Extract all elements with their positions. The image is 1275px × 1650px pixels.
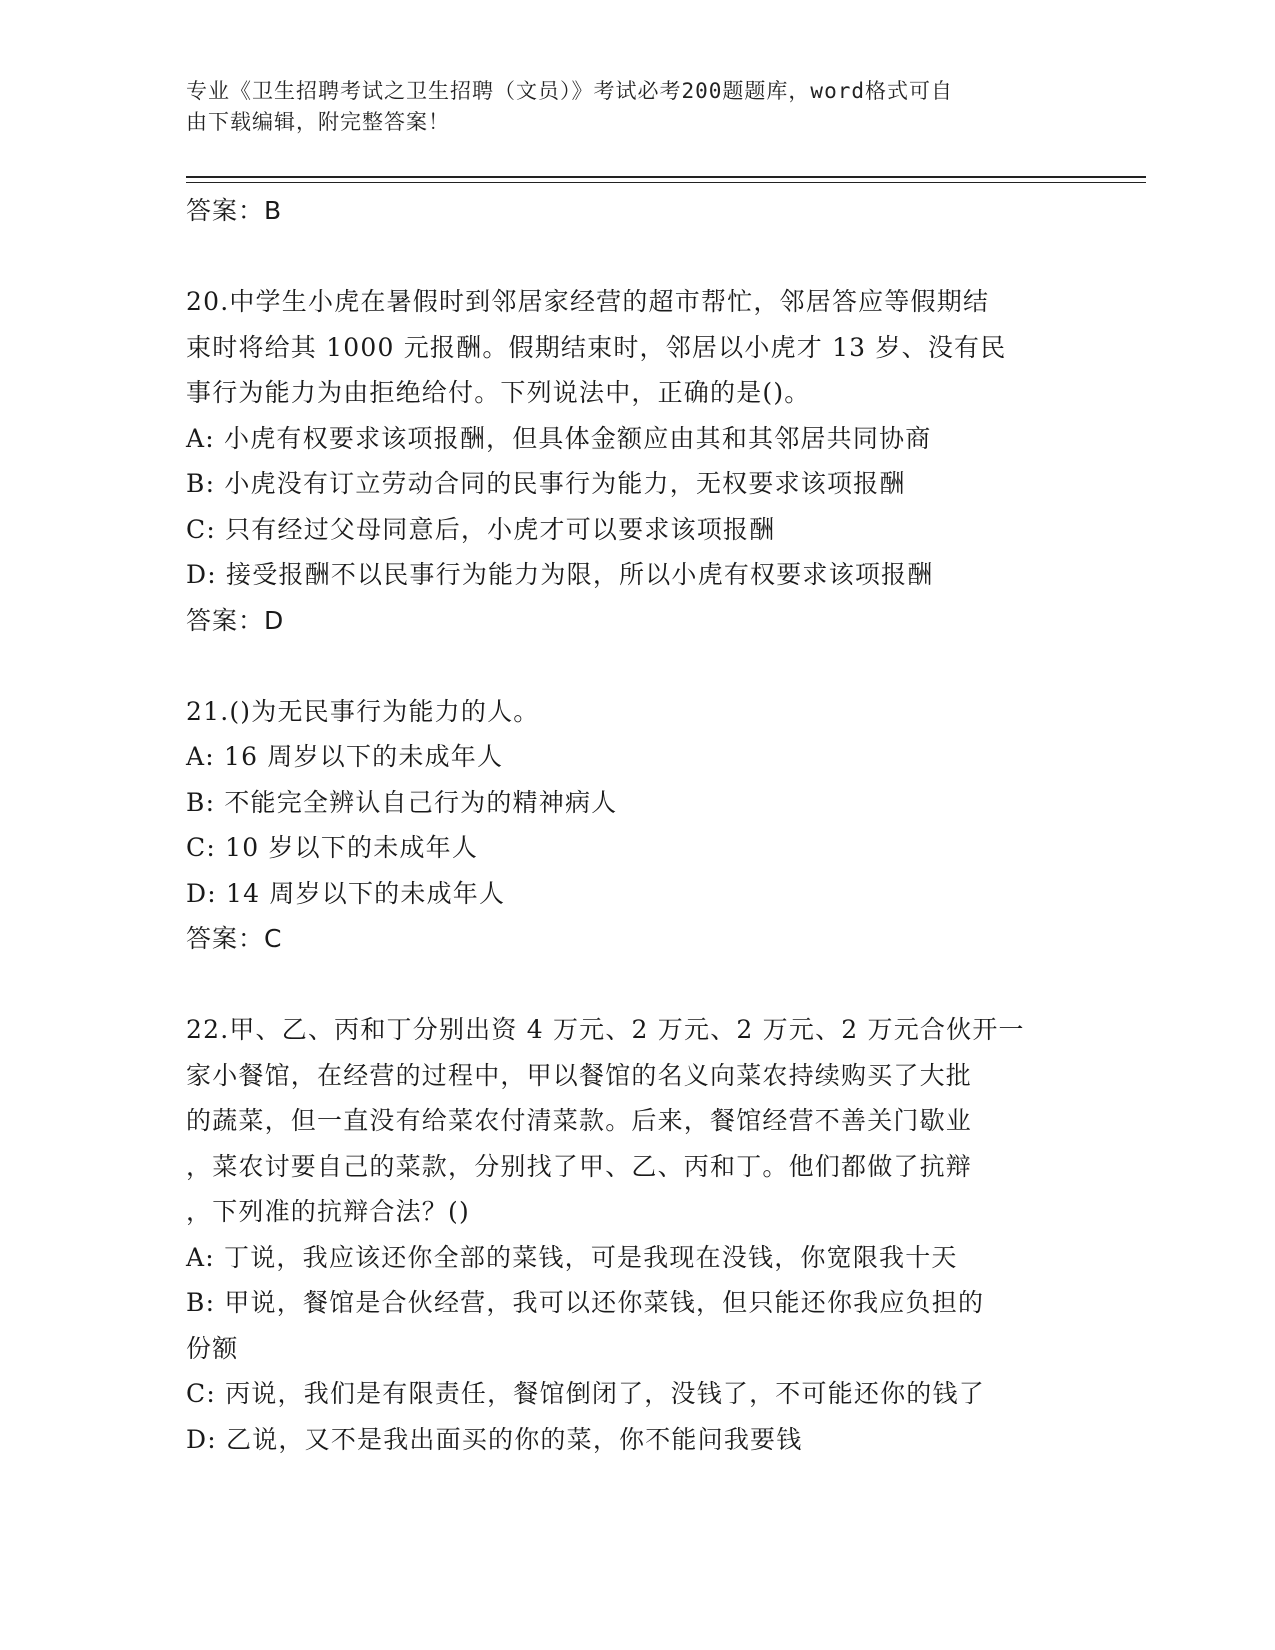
answer-line: 答案：C [186, 924, 283, 953]
option-b: B: 不能完全辨认自己行为的精神病人 [186, 787, 618, 817]
option-b-continued: 份额 [186, 1333, 239, 1363]
question-stem-line: 的蔬菜，但一直没有给菜农付清菜款。后来，餐馆经营不善关门歇业 [186, 1106, 973, 1135]
spacer [186, 234, 1086, 280]
question-22 [186, 1007, 1086, 1462]
document-body [186, 188, 1086, 1462]
option-a: A: 丁说，我应该还你全部的菜钱，可是我现在没钱，你宽限我十天 [186, 1242, 958, 1272]
option-c: C: 10 岁以下的未成年人 [186, 833, 479, 862]
question-20 [186, 279, 1086, 643]
question-stem-line: 束时将给其 1000 元报酬。假期结束时，邻居以小虎才 13 岁、没有民 [186, 332, 1007, 362]
option-d: D: 乙说，又不是我出面买的你的菜，你不能问我要钱 [186, 1424, 803, 1454]
option-b: B: 甲说，餐馆是合伙经营，我可以还你菜钱，但只能还你我应负担的 [186, 1288, 985, 1317]
answer-line: 答案：B [186, 196, 283, 225]
question-stem-line: ，菜农讨要自己的菜款，分别找了甲、乙、丙和丁。他们都做了抗辩 [186, 1151, 973, 1181]
question-21 [186, 689, 1086, 962]
option-d: D: 14 周岁以下的未成年人 [186, 878, 506, 908]
option-d: D: 接受报酬不以民事行为能力为限，所以小虎有权要求该项报酬 [186, 560, 934, 589]
question-stem-line: 20.中学生小虎在暑假时到邻居家经营的超市帮忙，邻居答应等假期结 [186, 287, 990, 316]
question-stem-line: ，下列准的抗辩合法？() [186, 1197, 470, 1226]
header-divider [186, 176, 1146, 178]
option-a: A: 小虎有权要求该项报酬，但具体金额应由其和其邻居共同协商 [186, 423, 932, 453]
question-stem-line: 22.甲、乙、丙和丁分别出资 4 万元、2 万元、2 万元、2 万元合伙开一 [186, 1015, 1025, 1044]
question-stem-line: 家小餐馆，在经营的过程中，甲以餐馆的名义向菜农持续购买了大批 [186, 1060, 973, 1090]
option-a: A: 16 周岁以下的未成年人 [186, 742, 504, 771]
page-header [186, 76, 1066, 138]
option-c: C: 丙说，我们是有限责任，餐馆倒闭了，没钱了，不可能还你的钱了 [186, 1379, 985, 1408]
header-divider-thin [186, 182, 1146, 183]
spacer [186, 643, 1086, 689]
header-line: 专业《卫生招聘考试之卫生招聘（文员）》考试必考200题题库，word格式可自 [186, 79, 953, 103]
question-stem-line: 事行为能力为由拒绝给付。下列说法中，正确的是()。 [186, 378, 811, 407]
option-b: B: 小虎没有订立劳动合同的民事行为能力，无权要求该项报酬 [186, 469, 906, 498]
header-line: 由下载编辑，附完整答案！ [186, 110, 450, 134]
spacer [186, 962, 1086, 1008]
question-stem-line: 21.()为无民事行为能力的人。 [186, 696, 540, 726]
answer-line: 答案：D [186, 605, 285, 635]
option-c: C: 只有经过父母同意后，小虎才可以要求该项报酬 [186, 514, 776, 544]
